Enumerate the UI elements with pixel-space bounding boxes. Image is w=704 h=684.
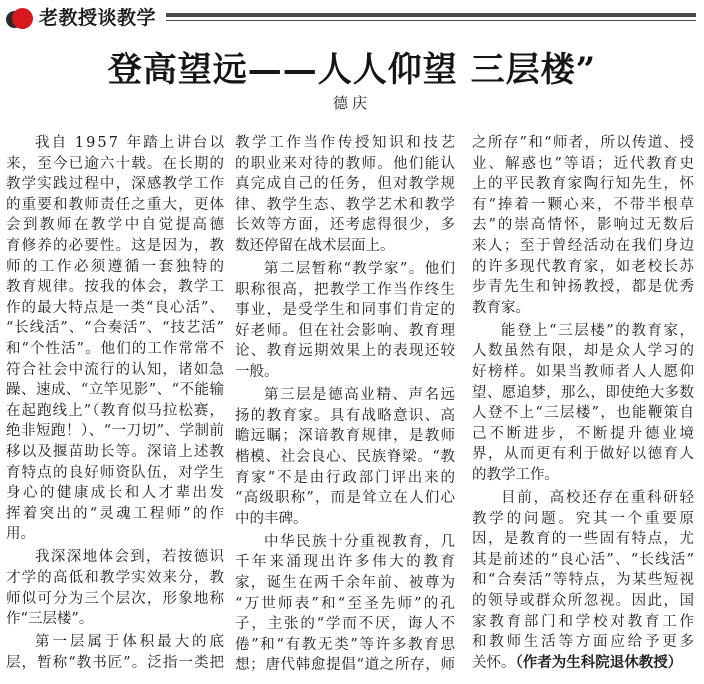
- text-line: [6, 298, 224, 319]
- red-dot-icon: [6, 7, 34, 31]
- line-text: 因，是教育的一些固有特点，尤: [472, 531, 696, 548]
- line-text: 才学的高低和教学实效来分，教: [6, 569, 226, 586]
- line-text: 绝非短跑！）、“一刀切”、学制前: [6, 423, 225, 440]
- line-text: 中的丰碑。: [235, 510, 308, 527]
- text-line: [235, 406, 455, 427]
- text-line: [235, 133, 458, 154]
- line-text: 身心的健康成长和人才辈出发: [6, 485, 227, 502]
- text-line: [235, 468, 455, 489]
- line-text: 楷模、社会良心、民族脊梁。“教: [235, 448, 456, 465]
- line-text: 数还停留在战术层面上。: [235, 237, 395, 254]
- section-rule: [166, 13, 696, 17]
- text-line: [6, 380, 224, 401]
- line-text: 想；唐代韩愈提倡“道之所存，师: [235, 657, 456, 674]
- article-paragraph: [235, 532, 458, 676]
- line-text: 教学实践过程中，深感教学工作: [6, 176, 226, 193]
- text-line: [235, 488, 455, 509]
- text-line: [472, 257, 694, 278]
- line-text: 和教师生活等方面应给予更多: [472, 634, 697, 651]
- text-line: [6, 463, 224, 484]
- text-line: [6, 589, 224, 610]
- text-line: [235, 362, 455, 383]
- text-line: [472, 362, 694, 383]
- text-line: [472, 341, 694, 362]
- line-text: 会到教师在教学中自觉提高德: [6, 217, 227, 234]
- line-text: “长线活”、“合奏活”、“技艺活”: [6, 320, 225, 337]
- line-text: 事业，是受学生和同事们肯定的: [235, 302, 457, 319]
- text-line: [6, 504, 227, 525]
- article-paragraph: [472, 488, 697, 673]
- article-title: 登高望远——人人仰望 三层楼”: [107, 50, 597, 90]
- line-text: 育修养的必要性。这是因为，教: [6, 237, 226, 254]
- line-text: 的重要和教师责任之重大，更体: [6, 196, 226, 213]
- author-note: （作者为生科院退休教授）: [515, 653, 683, 671]
- line-text: 能登上“三层楼”的教育家，: [501, 322, 696, 339]
- text-line: [472, 321, 694, 342]
- line-text: 和“个性活”。他们的工作常常不: [6, 340, 226, 357]
- article-paragraph: [235, 133, 458, 257]
- text-line: [235, 573, 455, 594]
- line-text: 千年来涌现出许多伟大的教育: [235, 554, 458, 571]
- line-text: 育特点的良好师资队伍，对学生: [6, 464, 226, 481]
- text-line: [6, 524, 224, 545]
- section-label: 老教授谈教学: [39, 7, 157, 29]
- line-text: 来，至今已逾六十载。在长期的: [6, 155, 226, 172]
- text-line: [235, 259, 455, 280]
- line-text: 人数虽然有限，却是众人学习的: [472, 343, 696, 360]
- text-line: [472, 509, 697, 530]
- line-text: 业、解惑也”等语；近代教育史: [472, 155, 696, 172]
- text-line: [6, 568, 224, 589]
- line-text: 的许多现代教育家，如老校长苏: [472, 258, 696, 275]
- article-paragraph: [472, 321, 697, 486]
- line-text: 第二层暂称“教学家”。他们: [264, 261, 457, 278]
- text-line: [472, 632, 697, 653]
- text-line: [235, 509, 455, 530]
- line-text: 倦”和“有教无类”等许多教育思: [235, 636, 457, 653]
- line-text: 符合社会中流行的认知，诸如急: [6, 361, 226, 378]
- text-line: [235, 614, 455, 635]
- text-line: [6, 653, 224, 674]
- line-text: 育家”不是由行政部门评出来的: [235, 469, 457, 486]
- text-line: [6, 609, 224, 630]
- text-line: [235, 385, 455, 406]
- text-line: [472, 465, 694, 486]
- line-text: 作的最大特点是一类“良心活”、: [6, 299, 226, 316]
- article-paragraph: [6, 632, 227, 673]
- line-text: 之所存”和“师者，所以传道、授: [472, 135, 696, 151]
- text-line: [472, 154, 694, 175]
- article-column-3: [472, 133, 697, 673]
- text-line: [6, 133, 227, 154]
- text-line: [6, 339, 224, 360]
- line-text: 第一层属于体积最大的底: [35, 634, 227, 651]
- text-line: [6, 401, 224, 422]
- line-text: 律、教学生态、教学艺术和教学: [235, 196, 457, 213]
- text-line: [472, 444, 694, 465]
- line-text: 层，暂称“教书匠”。泛指一类把: [6, 654, 226, 671]
- article-paragraph: [472, 133, 694, 318]
- text-line: [6, 483, 227, 504]
- text-line: [6, 277, 224, 298]
- text-line: [472, 529, 694, 550]
- article-column-1: [6, 133, 227, 673]
- line-text: 论、教育远期效果上的表现还较: [235, 343, 457, 360]
- text-line: [235, 447, 455, 468]
- text-line: [472, 277, 694, 298]
- text-line: [6, 547, 224, 568]
- text-line: [472, 403, 694, 424]
- text-line: [472, 570, 694, 591]
- line-text: 的职业来对待的教师。他们能认: [235, 155, 457, 172]
- line-text: 第三层是德高业精、声名远: [264, 387, 457, 404]
- text-line: [472, 653, 694, 674]
- line-text: 的领导或群众所忽视。因此，国: [472, 593, 696, 610]
- article-paragraph: [235, 385, 455, 529]
- text-line: [235, 655, 455, 676]
- line-text: 长效等方面，还考虑得很少，多: [235, 217, 457, 234]
- text-line: [235, 174, 455, 195]
- line-text: 瞻远瞩；深谙教育规律，是教师: [235, 428, 457, 445]
- text-line: [472, 488, 694, 509]
- section-rule-thin: [166, 20, 696, 21]
- line-text: “高级职称”，而是耸立在人们心: [235, 490, 457, 507]
- line-text: 望、愿追梦，那么，即使绝大多数: [472, 384, 695, 401]
- text-line: [6, 174, 224, 195]
- text-line: [235, 321, 455, 342]
- text-line: [235, 426, 455, 447]
- line-text: 己不断进步，不断提升德业境: [472, 425, 697, 442]
- text-line: [235, 280, 455, 301]
- text-line: [472, 612, 697, 633]
- line-text: 关怀。: [472, 654, 516, 671]
- line-text: 好老师。但在社会影响、教育理: [235, 322, 457, 339]
- text-line: [6, 215, 227, 236]
- text-line: [6, 360, 224, 381]
- line-text: 教育家。: [472, 299, 530, 316]
- text-line: [472, 215, 694, 236]
- line-text: 教学的问题。究其一个重要原: [472, 510, 697, 527]
- text-line: [6, 318, 224, 339]
- line-text: 和“合奏活”等特点，为某些短视: [472, 572, 696, 589]
- text-line: [472, 174, 694, 195]
- line-text: 界，从而更有利于做好以德育人: [472, 446, 696, 463]
- text-line: [472, 133, 694, 154]
- line-text: 在起跑线上”（教育似马拉松赛，: [6, 402, 226, 419]
- text-line: [6, 154, 224, 175]
- text-line: [472, 424, 697, 445]
- text-line: [472, 591, 694, 612]
- text-line: [235, 195, 455, 216]
- line-text: 的教学工作。: [472, 467, 559, 483]
- text-line: [472, 236, 694, 257]
- text-line: [235, 154, 455, 175]
- line-text: 家教育部门和学校对教育工作: [472, 613, 697, 630]
- line-text: 扬的教育家。具有战略意识、高: [235, 407, 457, 424]
- line-text: 师似可分为三个层次，形象地称: [6, 590, 226, 607]
- line-text: 职称很高，把教学工作当作终生: [235, 281, 457, 298]
- line-text: 步青先生和钟扬教授，都是优秀: [472, 279, 696, 296]
- line-text: 移以及揠苗助长等。深谙上述教: [6, 443, 226, 460]
- text-line: [235, 300, 455, 321]
- text-line: [6, 632, 227, 653]
- text-line: [6, 236, 224, 257]
- text-line: [472, 383, 694, 404]
- article-paragraph: [6, 547, 224, 629]
- article-column-2: [235, 133, 458, 676]
- text-line: [235, 215, 455, 236]
- text-line: [235, 341, 455, 362]
- line-text: 上的平民教育家陶行知先生，怀: [472, 176, 696, 193]
- line-text: 中华民族十分重视教育，几: [264, 533, 457, 550]
- line-text: 用。: [6, 526, 35, 543]
- text-line: [235, 532, 455, 553]
- text-line: [6, 421, 224, 442]
- line-text: 作“三层楼”。: [6, 611, 94, 628]
- line-text: 家，诞生在两千余年前、被尊为: [235, 574, 457, 591]
- text-line: [235, 594, 458, 615]
- bullet-dot: [12, 8, 33, 29]
- line-text: 去”的崇高情怀，影响过无数后: [472, 217, 696, 234]
- article-paragraph: [235, 259, 455, 383]
- line-text: 挥着突出的“灵魂工程师”的作: [6, 505, 227, 522]
- line-text: 其是前述的“良心活”、“长线活”: [472, 551, 696, 568]
- text-line: [6, 195, 224, 216]
- text-line: [472, 195, 694, 216]
- text-line: [472, 298, 694, 319]
- line-text: 教学工作当作传授知识和技艺: [235, 135, 458, 151]
- text-line: [235, 236, 455, 257]
- article-paragraph: [6, 133, 227, 545]
- line-text: 来人；至于曾经活动在我们身边: [472, 237, 696, 254]
- line-text: 我自 1957 年踏上讲台以: [35, 135, 227, 151]
- line-text: 教育规律。按我的体会，教学工: [6, 279, 226, 296]
- text-line: [6, 442, 224, 463]
- text-line: [6, 257, 227, 278]
- line-text: 目前，高校还存在重科研轻: [501, 490, 696, 507]
- text-line: [235, 635, 455, 656]
- line-text: 有“捧着一颗心来，不带半根草: [472, 196, 696, 213]
- line-text: 子，主张的“学而不厌，诲人不: [235, 616, 457, 633]
- line-text: 一般。: [235, 364, 279, 381]
- line-text: “万世师表”和“至圣先师”的孔: [235, 595, 458, 612]
- line-text: 师的工作必须遵循一套独特的: [6, 258, 227, 275]
- line-text: 好榜样。如果当教师者人人愿仰: [472, 364, 696, 381]
- author-name: 德庆: [332, 94, 371, 112]
- line-text: 真完成自己的任务，但对教学规: [235, 176, 457, 193]
- text-line: [472, 550, 694, 571]
- line-text: 人登不上“三层楼”，也能鞭策自: [472, 405, 696, 422]
- line-text: 躁、速成、“立竿见影”、“不能输: [6, 382, 225, 399]
- line-text: 我深深地体会到，若按德识: [35, 549, 226, 566]
- text-line: [235, 552, 458, 573]
